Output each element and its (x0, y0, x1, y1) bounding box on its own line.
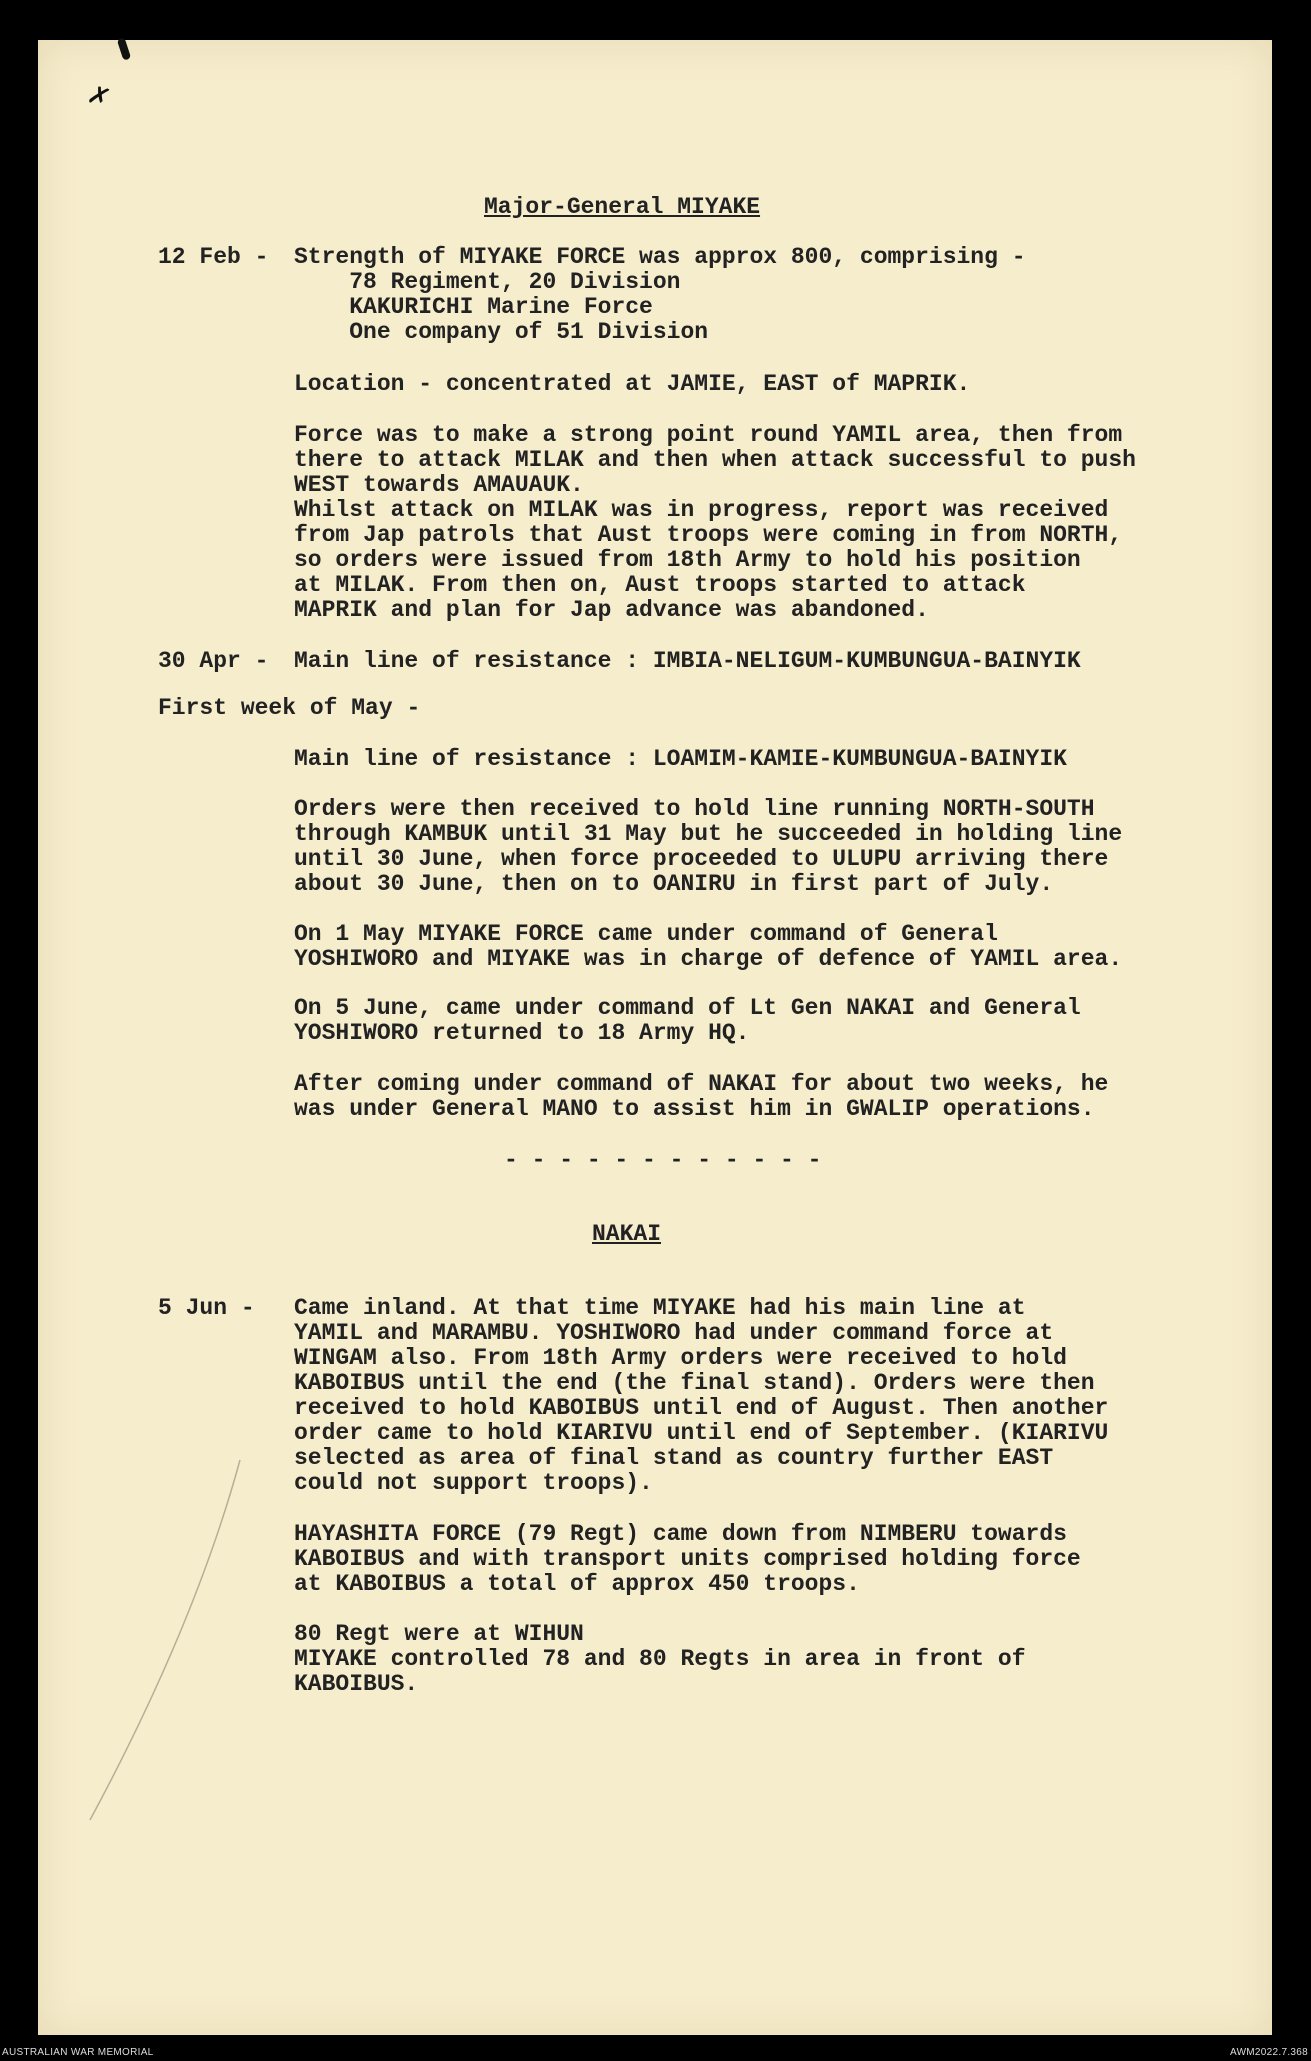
entry-date-12-feb: 12 Feb - (158, 244, 269, 270)
force-line-5: from Jap patrols that Aust troops were coming in from NORTH, (294, 522, 1123, 548)
after-line-1: After coming under command of NAKAI for about two weeks, he (294, 1071, 1109, 1097)
june5-line-1: On 5 June, came under command of Lt Gen NAKAI and General (294, 995, 1081, 1021)
section-separator: - - - - - - - - - - - - (504, 1147, 822, 1173)
orders-line-3: until 30 June, when force proceeded to ULUPU arriving there (294, 846, 1109, 872)
orders-line-4: about 30 June, then on to OANIRU in first part of July. (294, 871, 1054, 897)
entry-5-jun-line-8: could not support troops). (294, 1470, 653, 1496)
cross-mark-icon: ✗ (83, 79, 115, 115)
entry-12-feb-line-3: KAKURICHI Marine Force (294, 294, 653, 320)
orders-line-1: Orders were then received to hold line running NORTH-SOUTH (294, 796, 1095, 822)
footer-catalogue-number: AWM2022.7.368 (1229, 2047, 1308, 2058)
entry-5-jun-line-3: WINGAM also. From 18th Army orders were received to hold (294, 1345, 1067, 1371)
entry-30-apr-text: Main line of resistance : IMBIA-NELIGUM-KUMBUNGUA-BAINYIK (294, 648, 1081, 674)
entry-12-feb-line-4: One company of 51 Division (294, 319, 709, 345)
regt80-line-1: 80 Regt were at WIHUN (294, 1621, 584, 1647)
force-line-6: so orders were issued from 18th Army to hold his position (294, 547, 1081, 573)
may1-line-1: On 1 May MIYAKE FORCE came under command of General (294, 921, 998, 947)
heading-major-general-miyake: Major-General MIYAKE (484, 194, 761, 220)
entry-5-jun-line-7: selected as area of final stand as country further EAST (294, 1445, 1054, 1471)
regt80-line-3: KABOIBUS. (294, 1671, 419, 1697)
orders-line-2: through KAMBUK until 31 May but he succeeded in holding line (294, 821, 1123, 847)
heading-nakai: NAKAI (592, 1221, 662, 1247)
footer-archive-credit: AUSTRALIAN WAR MEMORIAL (2, 2047, 154, 2058)
pencil-stroke-icon (70, 1450, 270, 1830)
force-line-2: there to attack MILAK and then when attack successful to push (294, 447, 1136, 473)
entry-date-30-apr: 30 Apr - (158, 648, 269, 674)
force-line-3: WEST towards AMAUAUK. (294, 472, 584, 498)
hayashita-line-1: HAYASHITA FORCE (79 Regt) came down from NIMBERU towards (294, 1521, 1067, 1547)
entry-5-jun-line-2: YAMIL and MARAMBU. YOSHIWORO had under command force at (294, 1320, 1054, 1346)
force-line-8: MAPRIK and plan for Jap advance was abandoned. (294, 597, 929, 623)
hayashita-line-3: at KABOIBUS a total of approx 450 troops. (294, 1571, 860, 1597)
entry-12-feb-line-1: Strength of MIYAKE FORCE was approx 800, comprising - (294, 244, 1026, 270)
june5-line-2: YOSHIWORO returned to 18 Army HQ. (294, 1020, 750, 1046)
entry-5-jun-line-6: order came to hold KIARIVU until end of September. (KIARIVU (294, 1420, 1109, 1446)
force-line-7: at MILAK. From then on, Aust troops started to attack (294, 572, 1026, 598)
force-line-1: Force was to make a strong point round YAMIL area, then from (294, 422, 1123, 448)
entry-date-5-jun: 5 Jun - (158, 1295, 255, 1321)
entry-first-week-of-may: First week of May - (158, 695, 421, 721)
after-line-2: was under General MANO to assist him in GWALIP operations. (294, 1096, 1095, 1122)
entry-5-jun-line-1: Came inland. At that time MIYAKE had his main line at (294, 1295, 1026, 1321)
entry-5-jun-line-5: received to hold KABOIBUS until end of August. Then another (294, 1395, 1109, 1421)
entry-5-jun-line-4: KABOIBUS until the end (the final stand). Orders were then (294, 1370, 1095, 1396)
hayashita-line-2: KABOIBUS and with transport units comprised holding force (294, 1546, 1081, 1572)
regt80-line-2: MIYAKE controlled 78 and 80 Regts in area in front of (294, 1646, 1026, 1672)
entry-first-week-text: Main line of resistance : LOAMIM-KAMIE-KUMBUNGUA-BAINYIK (294, 746, 1067, 772)
may1-line-2: YOSHIWORO and MIYAKE was in charge of defence of YAMIL area. (294, 946, 1123, 972)
force-line-4: Whilst attack on MILAK was in progress, report was received (294, 497, 1109, 523)
entry-12-feb-line-2: 78 Regiment, 20 Division (294, 269, 681, 295)
location-line: Location - concentrated at JAMIE, EAST of MAPRIK. (294, 371, 971, 397)
